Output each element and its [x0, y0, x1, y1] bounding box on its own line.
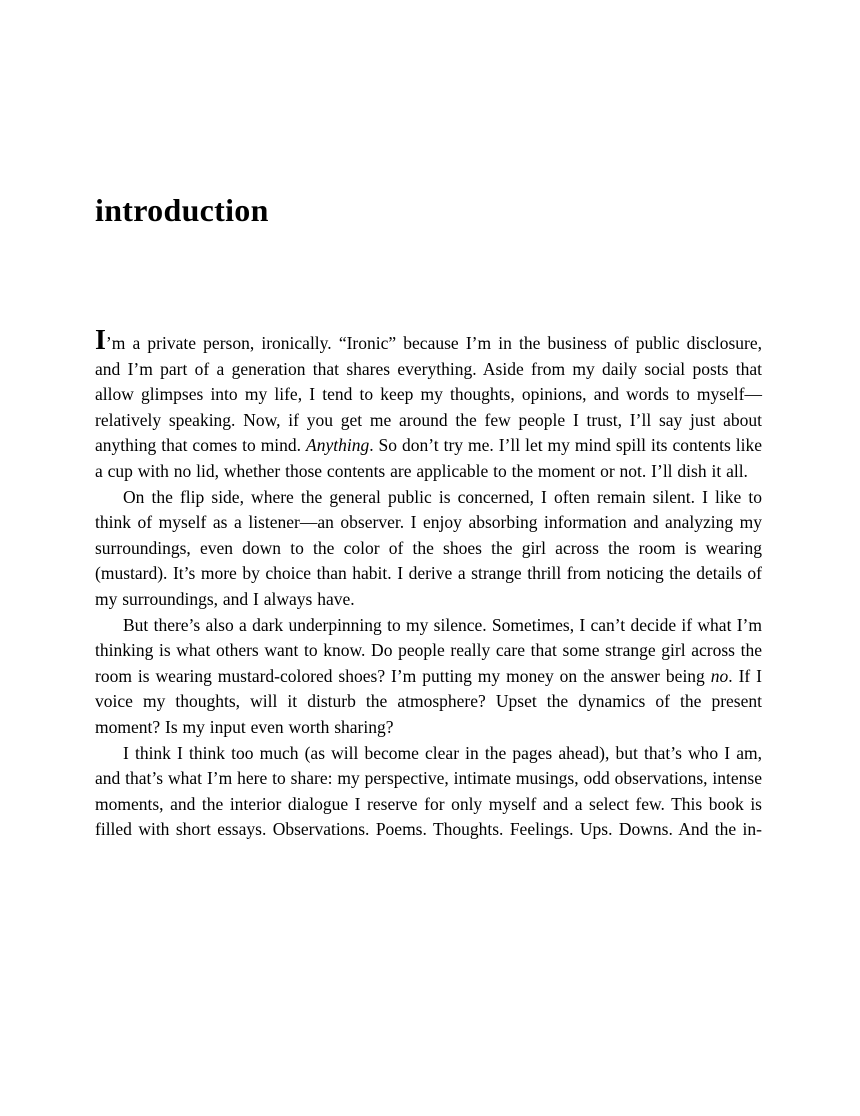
body-text [95, 325, 762, 843]
initial-capital: I [95, 325, 106, 356]
text-segment: ’m a private person, ironically. “Ironic” because I’m in the business of public disclosure, and I’m part of a generation that shares everything. Aside from my daily social posts that allow glimpses into my life, I tend to keep my thoughts, opinions, and words to myself—relatively speaking. Now, if you get me around the few people I trust, I’ll say just about anything that comes to mind. [95, 333, 762, 456]
text-segment: Anything [306, 435, 370, 456]
paragraph [95, 485, 762, 613]
paragraph [95, 741, 762, 843]
text-segment: I think I think too much (as will become clear in the pages ahead), but that’s who I am, and that’s what I’m here to share: my perspective, intimate musings, odd observations, intense moments, and the interior dialogue I reserve for only myself and a select few. This book is filled with short essays. Observations. Poems. Thoughts. Feelings. Ups. Downs. And the in- [95, 742, 762, 840]
text-segment: But there’s also a dark underpinning to my silence. Sometimes, I can’t decide if what I’m thinking is what others want to know. Do people really care that some strange girl across the room is wearing mustard-colored shoes? I’m putting my money on the answer being [95, 614, 762, 686]
text-segment: . If I voice my thoughts, will it disturb the atmosphere? Upset the dynamics of the present moment? Is my input even worth sharing? [95, 665, 762, 737]
paragraph [95, 613, 762, 741]
text-segment: . So don’t try me. I’ll let my mind spill its contents like a cup with no lid, whether those contents are applicable to the moment or not. I’ll dish it all. [95, 435, 762, 481]
text-segment: On the flip side, where the general public is concerned, I often remain silent. I like to think of myself as a listener—an observer. I enjoy absorbing information and analyzing my surroundings, even down to the color of the shoes the girl across the room is wearing (mustard). It’s more by choice than habit. I derive a strange thrill from noticing the details of my surroundings, and I always have. [95, 486, 762, 609]
paragraph [95, 325, 762, 485]
text-segment: no [710, 665, 729, 686]
chapter-title: introduction [95, 192, 269, 228]
